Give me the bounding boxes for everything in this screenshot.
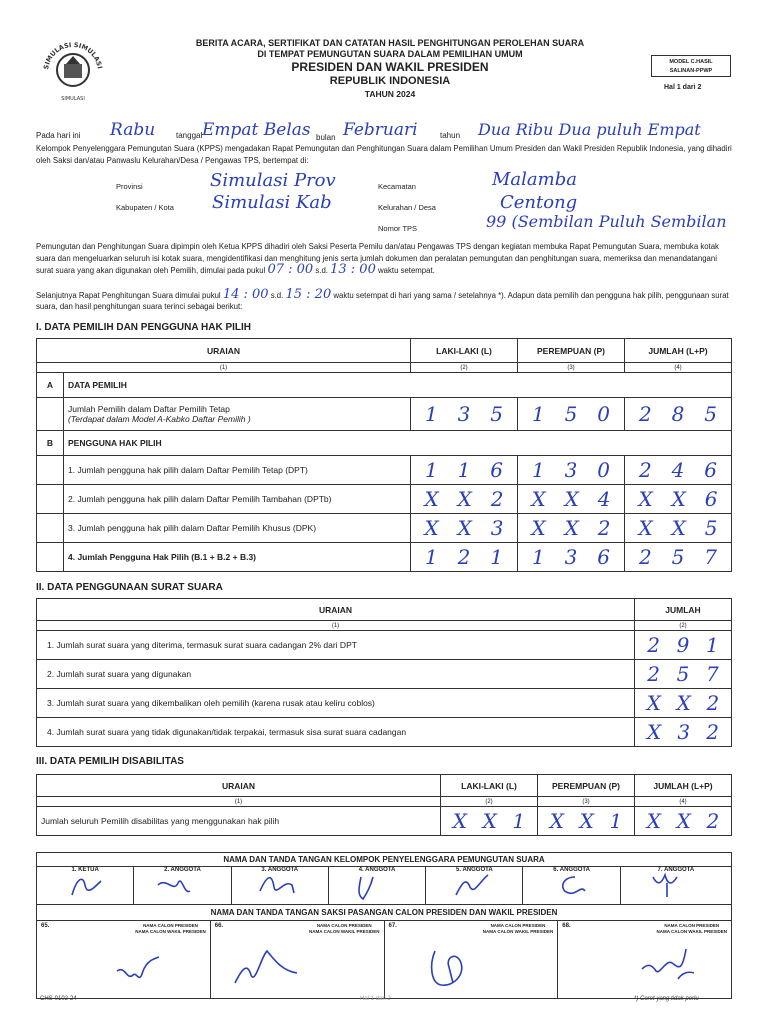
header-line3: PRESIDEN DAN WAKIL PRESIDEN bbox=[291, 60, 489, 74]
digit: 6 bbox=[597, 545, 610, 569]
digit: 5 bbox=[704, 402, 717, 426]
digit: 5 bbox=[704, 516, 718, 540]
s1-col-l: LAKI-LAKI (L) bbox=[411, 339, 518, 363]
digit: X bbox=[424, 516, 439, 540]
digit: X bbox=[646, 809, 662, 833]
kabupaten-value: Simulasi Kab bbox=[212, 192, 332, 213]
digit: 0 bbox=[597, 402, 610, 426]
saksi-4-label2: NAMA CALON WAKIL PRESIDEN bbox=[656, 929, 727, 934]
digit: 1 bbox=[490, 545, 503, 569]
digit: X bbox=[647, 720, 662, 744]
logo-seal bbox=[38, 38, 108, 108]
digit: X bbox=[671, 487, 686, 511]
para3-text-c: Selanjutnya Rapat Penghitungan Suara dimulai pukul bbox=[36, 291, 221, 300]
logo-seal-icon bbox=[38, 38, 108, 108]
saksi-1-no: 65. bbox=[41, 923, 50, 929]
s1-b1-label: 1. Jumlah pengguna hak pilih dalam Daftar Pemilih Tetap (DPT) bbox=[64, 456, 411, 485]
logo-text: SIMULASI SIMULASI bbox=[42, 40, 104, 71]
saksi-2-label2: NAMA CALON WAKIL PRESIDEN bbox=[308, 929, 380, 934]
s2-n1: (1) bbox=[37, 621, 635, 631]
para3 bbox=[36, 289, 732, 312]
s1-col-j: JUMLAH (L+P) bbox=[625, 339, 732, 363]
digit: 5 bbox=[490, 402, 503, 426]
bulan-label: bulan bbox=[316, 133, 336, 142]
pada-hari-label: Pada hari ini bbox=[36, 131, 81, 140]
digit: X bbox=[549, 809, 565, 833]
digit: 2 bbox=[490, 487, 504, 511]
para3-sd: s.d. bbox=[270, 291, 284, 300]
digit: 5 bbox=[671, 545, 685, 569]
digit: 4 bbox=[597, 487, 611, 511]
saksi-title: NAMA DAN TANDA TANGAN SAKSI PASANGAN CALON PRESIDEN DAN WAKIL PRESIDEN bbox=[37, 905, 732, 921]
s2-row3-label: 3. Jumlah surat suara yang dikembalikan oleh pemilih (karena rusak atau keliru coblos) bbox=[37, 689, 635, 718]
section1-title: I. DATA PEMILIH DAN PENGGUNA HAK PILIH bbox=[36, 322, 251, 333]
digit: X bbox=[638, 516, 653, 540]
s3-n2: (2) bbox=[441, 797, 538, 807]
s3-row-label: Jumlah seluruh Pemilih disabilitas yang menggunakan hak pilih bbox=[37, 807, 441, 836]
digit: 2 bbox=[638, 402, 652, 426]
kpps-4: 4. ANGGOTA bbox=[358, 867, 396, 873]
saksi-3-no: 67. bbox=[388, 923, 397, 929]
digit: 3 bbox=[677, 720, 691, 744]
para2 bbox=[36, 241, 732, 277]
kpps-5: 5. ANGGOTA bbox=[456, 867, 493, 873]
kabupaten-label: Kabupaten / Kota bbox=[116, 203, 174, 212]
digit: 4 bbox=[671, 458, 685, 482]
signature-icon bbox=[347, 873, 387, 901]
signature-icon bbox=[452, 871, 492, 899]
signature-icon bbox=[647, 869, 687, 899]
digit: 9 bbox=[676, 633, 690, 657]
s1-b3-label: 3. Jumlah pengguna hak pilih dalam Daftar Pemilih Khusus (DPK) bbox=[64, 514, 411, 543]
section1-table bbox=[36, 338, 732, 572]
digit: 1 bbox=[424, 545, 438, 569]
s2-row4-label: 4. Jumlah surat suara yang tidak digunakan/tidak terpakai, termasuk sisa surat suara cadangan bbox=[37, 718, 635, 747]
digit: 3 bbox=[490, 516, 504, 540]
kpps-title: NAMA DAN TANDA TANGAN KELOMPOK PENYELENGGARA PEMUNGUTAN SUARA bbox=[37, 853, 732, 867]
kpps-6: 6. ANGGOTA bbox=[553, 867, 590, 873]
digit: 2 bbox=[457, 545, 471, 569]
digit: 2 bbox=[706, 720, 719, 744]
digit: 5 bbox=[564, 402, 578, 426]
tahun-label: tahun bbox=[440, 131, 461, 140]
s1-n4: (4) bbox=[625, 363, 732, 373]
section2-table bbox=[36, 598, 732, 747]
header-page: Hal 1 dari 2 bbox=[664, 84, 702, 91]
s3-n3: (3) bbox=[538, 797, 635, 807]
kpps-2: 2. ANGGOTA bbox=[164, 867, 201, 873]
s3-col-l: LAKI-LAKI (L) bbox=[441, 775, 538, 797]
digit: 2 bbox=[647, 633, 661, 657]
digit: 5 bbox=[676, 662, 690, 686]
digit: X bbox=[482, 809, 497, 833]
digit: X bbox=[638, 487, 653, 511]
saksi-1-label1: NAMA CALON PRESIDEN bbox=[143, 923, 198, 928]
saksi-2-no: 66. bbox=[214, 923, 224, 929]
section3-title: III. DATA PEMILIH DISABILITAS bbox=[36, 756, 184, 767]
saksi-3-label1: NAMA CALON PRESIDEN bbox=[490, 923, 546, 928]
digit: 6 bbox=[490, 458, 503, 482]
saksi-3-label2: NAMA CALON WAKIL PRESIDEN bbox=[482, 929, 554, 934]
para2-text-a: Pemungutan dan Penghitungan Suara dipimpin oleh Ketua KPPS dihadiri oleh Saksi Peserta Pemilu dan/atau Pengawas TPS dengan kegiatan membuka Rapat Pemungutan Suara, membuka kotak suara dan mengeluarkan seluruh isi kotak suara, mengidentifikasi dan menghitung jenis serta jumlah dokumen dan peralatan pemungutan dan penghitungan suara, memeriksa dan menandatangani surat suara yang akan digunakan oleh Pemilih, dimulai pada pukul bbox=[36, 242, 719, 275]
hari-value: Rabu bbox=[110, 120, 156, 140]
signature-icon bbox=[638, 945, 698, 985]
tps-label: Nomor TPS bbox=[378, 224, 418, 233]
s1-col-p: PEREMPUAN (P) bbox=[518, 339, 625, 363]
kpps-7: 7. ANGGOTA bbox=[657, 867, 695, 873]
s3-n1: (1) bbox=[37, 797, 441, 807]
digit: 1 bbox=[705, 633, 719, 657]
s3-col-uraian: URAIAN bbox=[37, 775, 441, 797]
digit: X bbox=[646, 691, 662, 715]
kelurahan-label: Kelurahan / Desa bbox=[378, 203, 436, 212]
tahun-value: Dua Ribu Dua puluh Empat bbox=[478, 120, 701, 139]
para2-text-b: waktu setempat. bbox=[378, 266, 435, 275]
para2-start: 07 : 00 bbox=[267, 262, 314, 277]
digit: X bbox=[424, 487, 439, 511]
para3-start: 14 : 00 bbox=[222, 287, 269, 302]
digit: 0 bbox=[597, 458, 610, 482]
s3-col-j: JUMLAH (L+P) bbox=[635, 775, 732, 797]
digit: X bbox=[457, 516, 472, 540]
digit: X bbox=[579, 809, 594, 833]
para3-end: 15 : 20 bbox=[285, 287, 332, 302]
digit: X bbox=[531, 516, 546, 540]
kpps-signature-table bbox=[36, 852, 732, 921]
digit: 2 bbox=[597, 516, 611, 540]
s1-a-row bbox=[64, 398, 411, 431]
s1-a-label: A bbox=[37, 373, 64, 398]
s2-col-j: JUMLAH bbox=[635, 599, 732, 621]
header-line5: TAHUN 2024 bbox=[364, 89, 416, 99]
signature-icon bbox=[113, 951, 163, 987]
signature-icon bbox=[551, 871, 591, 899]
digit: X bbox=[564, 516, 579, 540]
digit: 1 bbox=[457, 458, 471, 482]
saksi-4-label1: NAMA CALON PRESIDEN bbox=[664, 923, 720, 928]
s1-a-row-label: Jumlah Pemilih dalam Daftar Pemilih Tetap bbox=[68, 404, 230, 414]
signature-icon bbox=[67, 873, 107, 899]
digit: 1 bbox=[609, 809, 623, 833]
s2-col-uraian: URAIAN bbox=[37, 599, 635, 621]
tps-value: 99 (Sembilan Puluh Sembilan bbox=[486, 212, 727, 231]
digit: 2 bbox=[706, 691, 720, 715]
digit: 7 bbox=[705, 662, 719, 686]
kpps-3: 3. ANGGOTA bbox=[261, 867, 299, 873]
digit: X bbox=[676, 809, 691, 833]
kelurahan-value: Centong bbox=[500, 192, 578, 213]
saksi-signature-table bbox=[36, 920, 732, 999]
kecamatan-value: Malamba bbox=[492, 169, 577, 190]
saksi-1-label2: NAMA CALON WAKIL PRESIDEN bbox=[135, 929, 206, 934]
digit: 3 bbox=[564, 545, 578, 569]
s3-col-p: PEREMPUAN (P) bbox=[538, 775, 635, 797]
provinsi-label: Provinsi bbox=[116, 182, 143, 191]
s1-a-title: DATA PEMILIH bbox=[64, 373, 732, 398]
s1-b2-label: 2. Jumlah pengguna hak pilih dalam Daftar Pemilih Tambahan (DPTb) bbox=[64, 485, 411, 514]
digit: 3 bbox=[457, 402, 471, 426]
para2-end: 13 : 00 bbox=[330, 262, 376, 277]
s1-b-label: B bbox=[37, 431, 64, 456]
signature-icon bbox=[254, 871, 298, 899]
s1-b4-label: 4. Jumlah Pengguna Hak Pilih (B.1 + B.2 + B.3) bbox=[64, 543, 411, 572]
kpps-1: 1. KETUA bbox=[71, 867, 99, 873]
digit: X bbox=[531, 487, 546, 511]
s1-n1: (1) bbox=[37, 363, 411, 373]
signature-icon bbox=[425, 945, 475, 989]
digit: 1 bbox=[424, 402, 438, 426]
kecamatan-label: Kecamatan bbox=[378, 182, 416, 191]
digit: 1 bbox=[531, 545, 545, 569]
para3-text-d: waktu setempat di hari yang sama / setelahnya *). Adapun data pemilih dan pengguna hak pilih, penggunaan surat suara, dan hasil penghitungan suara terinci sebagai berikut: bbox=[36, 291, 729, 311]
s1-b-title: PENGGUNA HAK PILIH bbox=[64, 431, 732, 456]
digit: 3 bbox=[564, 458, 578, 482]
digit: 2 bbox=[638, 458, 652, 482]
intro-paragraph: Kelompok Penyelenggara Pemungutan Suara (KPPS) mengadakan Rapat Pemungutan dan Penghitungan Suara dalam Pemilihan Umum Presiden dan Wakil Presiden Republik Indonesia, yang dihadiri oleh Saksi dan/atau Panwaslu Kelurahan/Desa / Pengawas TPS, bertempat di: bbox=[36, 144, 732, 165]
footer-code: CHS-0102-24 bbox=[40, 996, 77, 1002]
s2-row1-label: 1. Jumlah surat suara yang diterima, termasuk surat suara cadangan 2% dari DPT bbox=[37, 631, 635, 660]
header-line4: REPUBLIK INDONESIA bbox=[329, 75, 451, 87]
section2-title: II. DATA PENGGUNAAN SURAT SUARA bbox=[36, 582, 223, 593]
s1-n2: (2) bbox=[411, 363, 518, 373]
section3-table bbox=[36, 774, 732, 836]
model-line2: SALINAN-PPWP bbox=[669, 68, 713, 74]
digit: 6 bbox=[704, 458, 717, 482]
bulan-value: Februari bbox=[343, 120, 418, 140]
saksi-4-no: 68. bbox=[562, 923, 571, 929]
s1-n3: (3) bbox=[518, 363, 625, 373]
footer-page: Hal 1 dari 2 bbox=[360, 996, 391, 1002]
tanggal-label: tanggal bbox=[176, 131, 203, 140]
digit: 2 bbox=[647, 662, 661, 686]
s2-n2: (2) bbox=[635, 621, 732, 631]
signature-icon bbox=[231, 947, 301, 987]
digit: 1 bbox=[512, 809, 526, 833]
header-line2: DI TEMPAT PEMUNGUTAN SUARA DALAM PEMILIHAN UMUM bbox=[257, 49, 523, 59]
model-line1: MODEL C.HASIL bbox=[669, 59, 713, 65]
digit: 6 bbox=[704, 487, 718, 511]
signature-icon bbox=[154, 873, 194, 899]
s1-col-uraian: URAIAN bbox=[37, 339, 411, 363]
s1-a-row-sub: (Terdapat dalam Model A-Kabko Daftar Pemilih ) bbox=[68, 414, 251, 424]
digit: X bbox=[671, 516, 686, 540]
digit: 2 bbox=[638, 545, 652, 569]
digit: X bbox=[564, 487, 579, 511]
logo-sub: SIMULASI bbox=[61, 96, 85, 102]
footer-note: *) Coret yang tidak perlu bbox=[634, 996, 699, 1002]
digit: 8 bbox=[671, 402, 685, 426]
s3-n4: (4) bbox=[635, 797, 732, 807]
digit: 2 bbox=[706, 809, 720, 833]
digit: 1 bbox=[531, 402, 545, 426]
tanggal-value: Empat Belas bbox=[202, 120, 311, 140]
digit: 1 bbox=[424, 458, 438, 482]
digit: X bbox=[452, 809, 468, 833]
s2-row2-label: 2. Jumlah surat suara yang digunakan bbox=[37, 660, 635, 689]
digit: X bbox=[676, 691, 691, 715]
saksi-2-label1: NAMA CALON PRESIDEN bbox=[316, 923, 372, 928]
digit: 1 bbox=[531, 458, 545, 482]
digit: 7 bbox=[704, 545, 717, 569]
para2-sd: s.d. bbox=[315, 266, 328, 275]
header-line1: BERITA ACARA, SERTIFIKAT DAN CATATAN HASIL PENGHITUNGAN PEROLEHAN SUARA bbox=[195, 38, 585, 48]
digit: X bbox=[457, 487, 472, 511]
model-box bbox=[651, 55, 731, 77]
provinsi-value: Simulasi Prov bbox=[210, 170, 336, 191]
